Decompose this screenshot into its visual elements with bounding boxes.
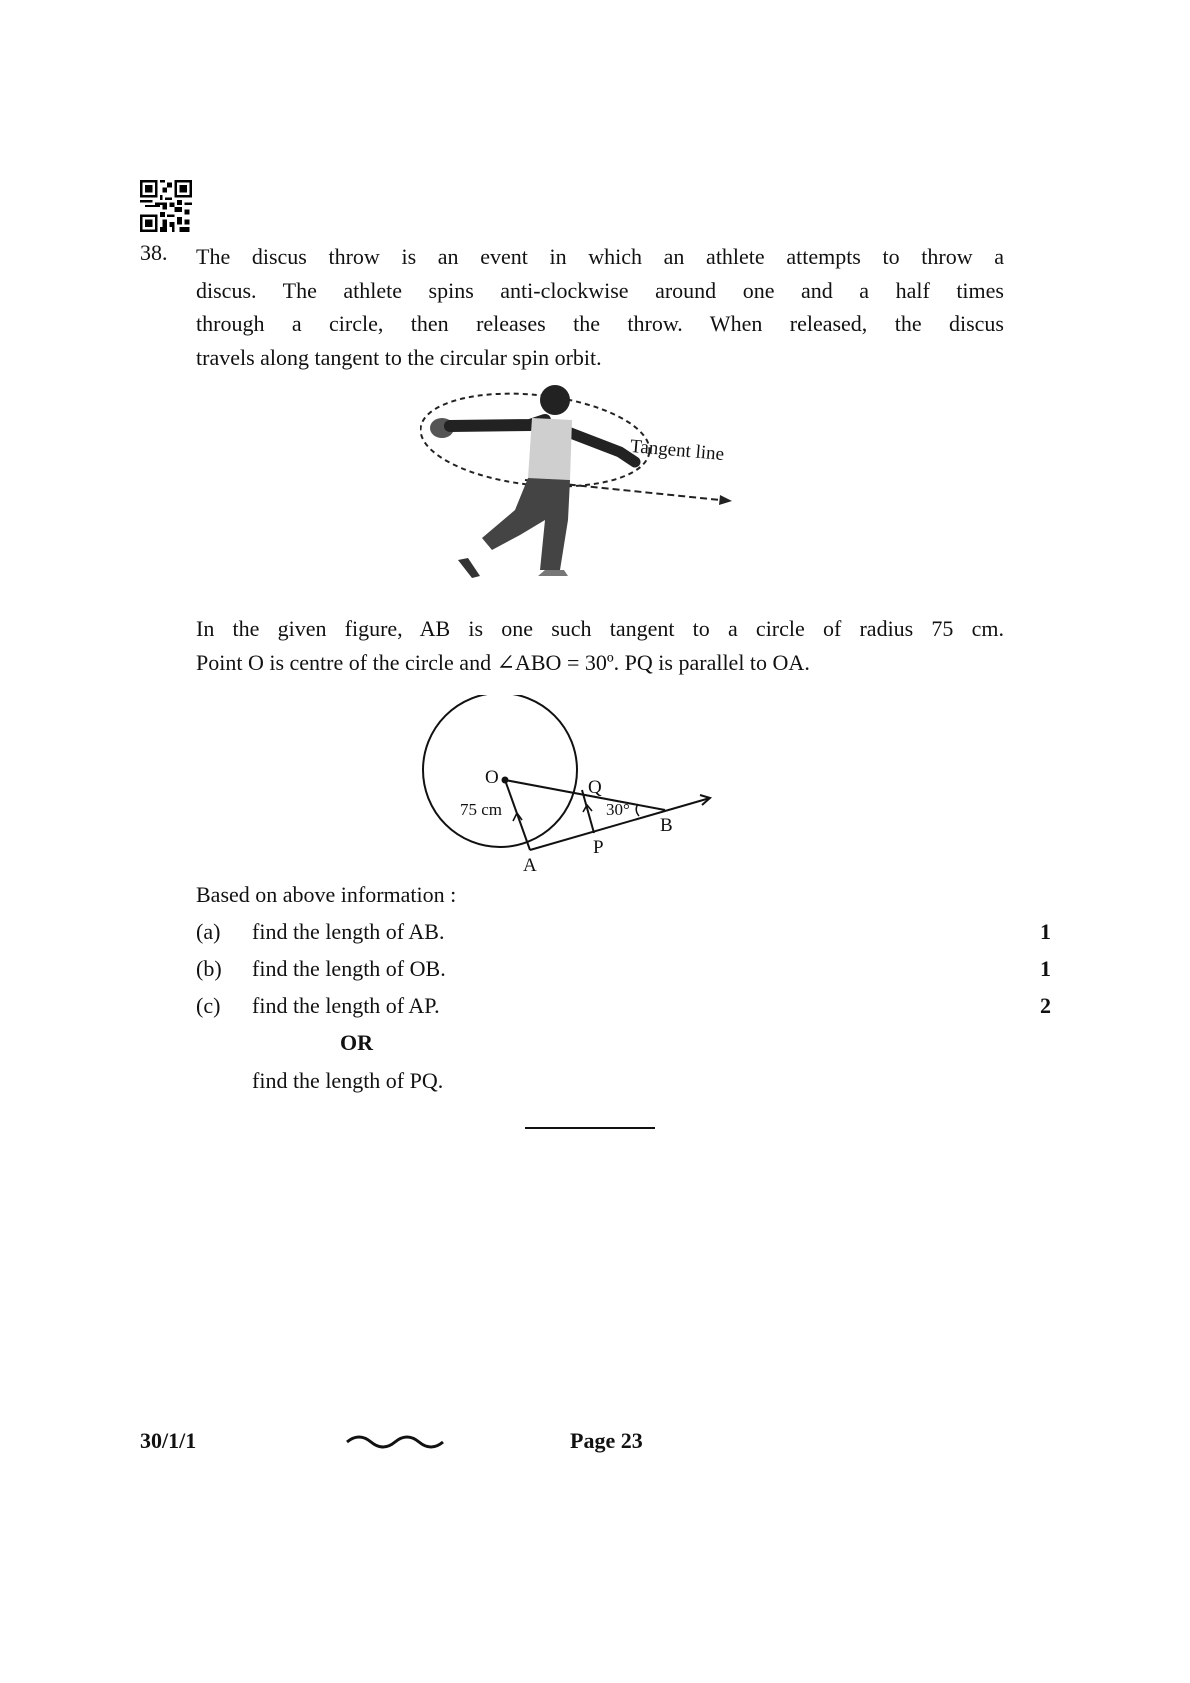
marks-a: 1 (1040, 919, 1051, 944)
sub-question-prompt: Based on above information : (196, 882, 457, 907)
or-separator: OR (340, 1030, 373, 1055)
wavy-line-icon (345, 1432, 445, 1457)
label-q: Q (588, 777, 602, 798)
figure-text-line: Point O is centre of the circle and ∠ABO = 30º. PQ is parallel to OA. (196, 649, 810, 675)
part-b (196, 956, 446, 982)
marks-b: 1 (1040, 956, 1051, 981)
intro-line: through a circle, then releases the throw. When released, the discus (196, 311, 1004, 336)
label-b: B (660, 815, 673, 836)
page-number: Page 23 (570, 1428, 643, 1453)
intro-line: discus. The athlete spins anti-clockwise around one and a half times (196, 277, 1004, 303)
discus-athlete-figure (420, 380, 760, 605)
part-text: find the length of AB. (252, 919, 445, 944)
tangent-geometry-figure (420, 695, 730, 880)
tangent-line-label: Tangent line (629, 435, 725, 466)
question-number: 38. (140, 240, 168, 265)
intro-line: The discus throw is an event in which an athlete attempts to throw a (196, 244, 1004, 269)
label-radius: 75 cm (460, 800, 503, 819)
label-a: A (523, 855, 537, 876)
part-text: find the length of OB. (252, 956, 446, 981)
part-label: (a) (196, 919, 221, 944)
part-a (196, 919, 444, 945)
label-p: P (593, 837, 604, 858)
intro-line: travels along tangent to the circular spin orbit. (196, 344, 602, 370)
label-o: O (485, 767, 499, 788)
part-c-alternative: find the length of PQ. (252, 1068, 444, 1093)
paper-code: 30/1/1 (140, 1428, 197, 1453)
question-intro (196, 240, 1004, 374)
marks-c: 2 (1040, 993, 1051, 1018)
end-of-question-rule (525, 1127, 655, 1129)
part-c (196, 993, 440, 1019)
label-angle: 30° (606, 800, 630, 819)
part-label: (c) (196, 993, 221, 1018)
part-label: (b) (196, 956, 222, 981)
figure-description (196, 612, 1004, 679)
qr-code (140, 180, 192, 232)
figure-text-line: In the given figure, AB is one such tangent to a circle of radius 75 cm. (196, 616, 1004, 641)
part-text: find the length of AP. (252, 993, 440, 1018)
